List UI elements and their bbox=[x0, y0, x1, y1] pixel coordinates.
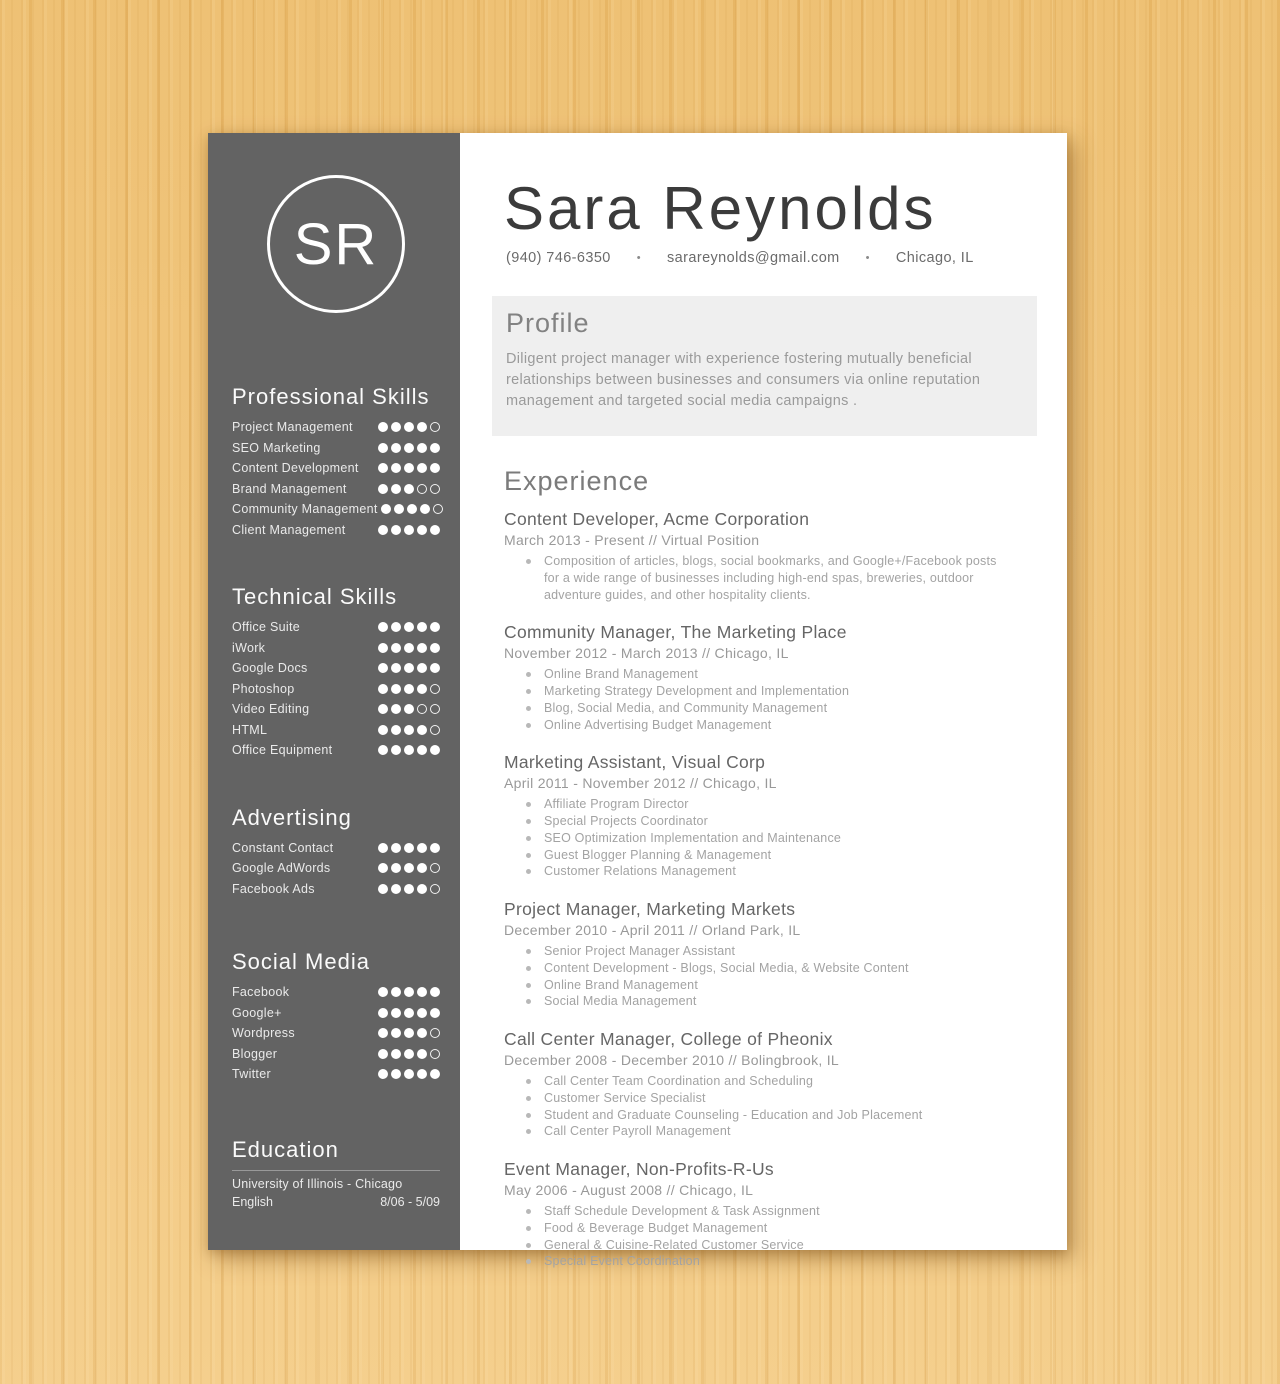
skill-label: Twitter bbox=[232, 1067, 271, 1082]
skill-label: Constant Contact bbox=[232, 840, 334, 855]
entry-bullet: Online Brand Management bbox=[526, 977, 1014, 994]
skill-rating bbox=[375, 484, 440, 494]
skill-rating bbox=[375, 1028, 440, 1038]
skill-rating bbox=[375, 622, 440, 632]
rating-dot-filled bbox=[404, 443, 414, 453]
experience-entries bbox=[504, 509, 1033, 1270]
rating-dot-filled bbox=[378, 684, 388, 694]
entry-bullet: Food & Beverage Budget Management bbox=[526, 1220, 1014, 1237]
rating-dot-filled bbox=[391, 484, 401, 494]
skill-rating bbox=[375, 725, 440, 735]
skill-row bbox=[232, 982, 440, 1003]
skill-row bbox=[232, 479, 440, 500]
rating-dot-filled bbox=[391, 704, 401, 714]
rating-dot-filled bbox=[417, 1069, 427, 1079]
sidebar-section bbox=[232, 584, 440, 761]
entry-bullet: Customer Service Specialist bbox=[526, 1090, 1014, 1107]
entry-bullet: Online Brand Management bbox=[526, 666, 1014, 683]
sidebar-skill-sections bbox=[232, 384, 440, 1085]
rating-dot-filled bbox=[417, 643, 427, 653]
rating-dot-filled bbox=[417, 422, 427, 432]
rating-dot-empty bbox=[430, 1028, 440, 1038]
rating-dot-filled bbox=[404, 663, 414, 673]
skill-label: SEO Marketing bbox=[232, 440, 321, 455]
skill-row bbox=[232, 879, 440, 900]
rating-dot-filled bbox=[417, 1049, 427, 1059]
rating-dot-filled bbox=[404, 704, 414, 714]
skill-label: Office Suite bbox=[232, 620, 300, 635]
rating-dot-empty bbox=[430, 725, 440, 735]
rating-dot-filled bbox=[391, 663, 401, 673]
rating-dot-filled bbox=[404, 725, 414, 735]
skill-row bbox=[232, 438, 440, 459]
skill-rating bbox=[375, 884, 440, 894]
rating-dot-filled bbox=[430, 987, 440, 997]
rating-dot-filled bbox=[391, 684, 401, 694]
experience-entry bbox=[504, 752, 1033, 880]
entry-bullet-list bbox=[504, 666, 1033, 733]
rating-dot-filled bbox=[391, 422, 401, 432]
rating-dot-empty bbox=[430, 422, 440, 432]
rating-dot-filled bbox=[378, 1049, 388, 1059]
skill-rating bbox=[375, 843, 440, 853]
rating-dot-filled bbox=[417, 884, 427, 894]
rating-dot-filled bbox=[417, 745, 427, 755]
skill-label: Brand Management bbox=[232, 481, 347, 496]
rating-dot-empty bbox=[430, 884, 440, 894]
entry-date: December 2010 - April 2011 // Orland Park, IL bbox=[504, 922, 801, 939]
rating-dot-filled bbox=[391, 1049, 401, 1059]
rating-dot-filled bbox=[430, 1069, 440, 1079]
rating-dot-filled bbox=[378, 863, 388, 873]
rating-dot-filled bbox=[407, 504, 417, 514]
skill-row bbox=[232, 1003, 440, 1024]
entry-bullet: Online Advertising Budget Management bbox=[526, 717, 1014, 734]
rating-dot-filled bbox=[404, 484, 414, 494]
rating-dot-filled bbox=[404, 525, 414, 535]
resume-document bbox=[208, 133, 1067, 1269]
rating-dot-filled bbox=[404, 684, 414, 694]
skill-row bbox=[232, 1064, 440, 1085]
rating-dot-filled bbox=[404, 745, 414, 755]
rating-dot-filled bbox=[391, 1028, 401, 1038]
entry-bullet: Special Projects Coordinator bbox=[526, 813, 1014, 830]
entry-date: April 2011 - November 2012 // Chicago, IL bbox=[504, 775, 777, 792]
skill-row bbox=[232, 458, 440, 479]
rating-dot-filled bbox=[381, 504, 391, 514]
entry-bullet: Social Media Management bbox=[526, 993, 1014, 1010]
rating-dot-filled bbox=[378, 843, 388, 853]
entry-bullet: Staff Schedule Development & Task Assignment bbox=[526, 1203, 1014, 1220]
rating-dot-filled bbox=[420, 504, 430, 514]
rating-dot-filled bbox=[394, 504, 404, 514]
rating-dot-filled bbox=[404, 843, 414, 853]
entry-bullet: Guest Blogger Planning & Management bbox=[526, 847, 1014, 864]
rating-dot-filled bbox=[417, 525, 427, 535]
skill-label: Google+ bbox=[232, 1005, 282, 1020]
skill-label: Wordpress bbox=[232, 1026, 295, 1041]
entry-bullet: Affiliate Program Director bbox=[526, 796, 1014, 813]
sidebar-section-heading: Professional Skills bbox=[232, 384, 430, 409]
entry-bullet: Composition of articles, blogs, social bookmarks, and Google+/Facebook posts for a wide range of businesses including high-end spas, breweries, outdoor adventure guides, and other hospitality clients. bbox=[526, 553, 1014, 603]
rating-dot-filled bbox=[378, 463, 388, 473]
rating-dot-filled bbox=[404, 1008, 414, 1018]
skill-rating bbox=[375, 525, 440, 535]
rating-dot-filled bbox=[378, 422, 388, 432]
skill-label: Project Management bbox=[232, 420, 353, 435]
monogram-initials: SR bbox=[293, 211, 379, 277]
entry-date: March 2013 - Present // Virtual Position bbox=[504, 532, 760, 549]
rating-dot-filled bbox=[430, 643, 440, 653]
rating-dot-filled bbox=[391, 843, 401, 853]
education-school: University of Illinois - Chicago bbox=[232, 1176, 403, 1191]
rating-dot-filled bbox=[404, 622, 414, 632]
rating-dot-filled bbox=[378, 1008, 388, 1018]
skill-label: Google AdWords bbox=[232, 861, 331, 876]
skill-row bbox=[232, 740, 440, 761]
sidebar-section-heading: Social Media bbox=[232, 949, 370, 974]
phone-number: (940) 746-6350 bbox=[506, 250, 611, 266]
entry-bullet: Special Event Coordination bbox=[526, 1253, 1014, 1270]
rating-dot-empty bbox=[430, 1049, 440, 1059]
rating-dot-filled bbox=[417, 463, 427, 473]
rating-dot-filled bbox=[430, 843, 440, 853]
skill-rating bbox=[375, 463, 440, 473]
skill-row bbox=[232, 699, 440, 720]
skill-row bbox=[232, 679, 440, 700]
entry-title: Marketing Assistant, Visual Corp bbox=[504, 752, 766, 773]
rating-dot-filled bbox=[430, 525, 440, 535]
rating-dot-filled bbox=[391, 443, 401, 453]
skill-rating bbox=[375, 745, 440, 755]
rating-dot-filled bbox=[417, 663, 427, 673]
profile-summary: Diligent project manager with experience fostering mutually beneficial relationships between businesses and consumers via online reputation management and targeted social media campaigns . bbox=[506, 351, 981, 410]
skill-rating bbox=[375, 684, 440, 694]
rating-dot-filled bbox=[391, 643, 401, 653]
rating-dot-empty bbox=[417, 704, 427, 714]
entry-bullet: Customer Relations Management bbox=[526, 863, 1014, 880]
entry-title: Event Manager, Non-Profits-R-Us bbox=[504, 1159, 774, 1180]
location-text: Chicago, IL bbox=[895, 250, 974, 266]
experience-heading: Experience bbox=[504, 466, 650, 497]
rating-dot-filled bbox=[378, 884, 388, 894]
rating-dot-filled bbox=[404, 422, 414, 432]
rating-dot-filled bbox=[404, 987, 414, 997]
entry-title: Project Manager, Marketing Markets bbox=[504, 899, 796, 920]
rating-dot-filled bbox=[404, 1028, 414, 1038]
skill-label: Photoshop bbox=[232, 681, 295, 696]
rating-dot-filled bbox=[391, 1008, 401, 1018]
rating-dot-filled bbox=[404, 463, 414, 473]
sidebar-section-heading: Technical Skills bbox=[232, 584, 398, 609]
skill-row bbox=[232, 520, 440, 541]
rating-dot-filled bbox=[404, 643, 414, 653]
education-divider bbox=[232, 1170, 440, 1171]
rating-dot-empty bbox=[430, 684, 440, 694]
rating-dot-filled bbox=[430, 463, 440, 473]
entry-bullet-list bbox=[504, 553, 1033, 603]
education-section bbox=[232, 1137, 440, 1209]
rating-dot-filled bbox=[417, 443, 427, 453]
skill-row bbox=[232, 858, 440, 879]
profile-section bbox=[492, 296, 1037, 436]
rating-dot-filled bbox=[391, 987, 401, 997]
entry-bullet: Blog, Social Media, and Community Management bbox=[526, 700, 1014, 717]
skill-row bbox=[232, 1023, 440, 1044]
entry-bullet: Student and Graduate Counseling - Education and Job Placement bbox=[526, 1107, 1014, 1124]
entry-bullet-list bbox=[504, 796, 1033, 880]
rating-dot-empty bbox=[417, 484, 427, 494]
rating-dot-filled bbox=[417, 1028, 427, 1038]
rating-dot-filled bbox=[430, 443, 440, 453]
rating-dot-filled bbox=[391, 884, 401, 894]
entry-title: Content Developer, Acme Corporation bbox=[504, 509, 810, 530]
rating-dot-filled bbox=[378, 987, 388, 997]
entry-bullet: Senior Project Manager Assistant bbox=[526, 943, 1014, 960]
rating-dot-filled bbox=[378, 622, 388, 632]
main-page bbox=[460, 133, 1067, 1269]
rating-dot-filled bbox=[391, 863, 401, 873]
entry-date: May 2006 - August 2008 // Chicago, IL bbox=[504, 1182, 754, 1199]
rating-dot-filled bbox=[404, 1049, 414, 1059]
rating-dot-filled bbox=[417, 843, 427, 853]
entry-bullet: General & Cuisine-Related Customer Service bbox=[526, 1237, 1014, 1254]
sidebar bbox=[208, 133, 460, 1250]
skill-row bbox=[232, 638, 440, 659]
entry-title: Call Center Manager, College of Pheonix bbox=[504, 1029, 833, 1050]
rating-dot-filled bbox=[417, 622, 427, 632]
rating-dot-empty bbox=[433, 504, 443, 514]
skill-rating bbox=[375, 422, 440, 432]
skill-label: iWork bbox=[232, 640, 266, 655]
skill-rating bbox=[375, 863, 440, 873]
rating-dot-filled bbox=[404, 863, 414, 873]
skill-label: HTML bbox=[232, 722, 268, 737]
skill-label: Community Management bbox=[232, 502, 378, 517]
rating-dot-filled bbox=[430, 1008, 440, 1018]
rating-dot-filled bbox=[417, 1008, 427, 1018]
entry-title: Community Manager, The Marketing Place bbox=[504, 622, 847, 643]
rating-dot-filled bbox=[417, 863, 427, 873]
rating-dot-empty bbox=[430, 863, 440, 873]
entry-bullet: Call Center Payroll Management bbox=[526, 1123, 1014, 1140]
rating-dot-filled bbox=[378, 745, 388, 755]
entry-bullet-list bbox=[504, 1073, 1033, 1140]
rating-dot-filled bbox=[378, 443, 388, 453]
skill-row bbox=[232, 658, 440, 679]
rating-dot-empty bbox=[430, 484, 440, 494]
monogram-badge bbox=[267, 175, 405, 313]
profile-heading: Profile bbox=[506, 308, 590, 338]
education-dates: 8/06 - 5/09 bbox=[380, 1194, 440, 1209]
skill-rating bbox=[375, 443, 440, 453]
rating-dot-filled bbox=[391, 725, 401, 735]
sidebar-section bbox=[232, 805, 440, 900]
skill-label: Office Equipment bbox=[232, 743, 333, 758]
rating-dot-filled bbox=[378, 663, 388, 673]
skill-label: Google Docs bbox=[232, 661, 308, 676]
skill-rating bbox=[375, 1049, 440, 1059]
page-title-name: Sara Reynolds bbox=[504, 175, 937, 242]
rating-dot-empty bbox=[430, 704, 440, 714]
rating-dot-filled bbox=[391, 463, 401, 473]
rating-dot-filled bbox=[391, 622, 401, 632]
skill-rating bbox=[375, 663, 440, 673]
education-heading: Education bbox=[232, 1136, 339, 1162]
sidebar-section bbox=[232, 949, 440, 1085]
rating-dot-filled bbox=[430, 622, 440, 632]
email-address: sarareynolds@gmail.com bbox=[667, 250, 840, 266]
rating-dot-filled bbox=[378, 643, 388, 653]
rating-dot-filled bbox=[404, 884, 414, 894]
rating-dot-filled bbox=[378, 725, 388, 735]
sidebar-section bbox=[232, 384, 440, 540]
experience-entry bbox=[504, 509, 1033, 603]
skill-label: Client Management bbox=[232, 522, 346, 537]
skill-rating bbox=[375, 1008, 440, 1018]
entry-bullet: SEO Optimization Implementation and Maintenance bbox=[526, 830, 1014, 847]
skill-row bbox=[232, 720, 440, 741]
skill-rating bbox=[378, 504, 443, 514]
bullet-separator-icon: • bbox=[865, 252, 870, 264]
rating-dot-filled bbox=[378, 484, 388, 494]
rating-dot-filled bbox=[391, 745, 401, 755]
entry-bullet: Call Center Team Coordination and Scheduling bbox=[526, 1073, 1014, 1090]
rating-dot-filled bbox=[417, 725, 427, 735]
rating-dot-filled bbox=[378, 525, 388, 535]
experience-entry bbox=[504, 1029, 1033, 1140]
rating-dot-filled bbox=[391, 1069, 401, 1079]
rating-dot-filled bbox=[417, 987, 427, 997]
education-degree: English bbox=[232, 1194, 273, 1209]
skill-label: Blogger bbox=[232, 1046, 278, 1061]
rating-dot-filled bbox=[378, 1028, 388, 1038]
experience-entry bbox=[504, 899, 1033, 1010]
skill-label: Content Development bbox=[232, 461, 359, 476]
skill-label: Facebook bbox=[232, 985, 290, 1000]
skill-row bbox=[232, 1044, 440, 1065]
rating-dot-filled bbox=[378, 704, 388, 714]
rating-dot-filled bbox=[430, 745, 440, 755]
skill-label: Facebook Ads bbox=[232, 881, 315, 896]
skill-row bbox=[232, 417, 440, 438]
entry-bullet: Marketing Strategy Development and Implementation bbox=[526, 683, 1014, 700]
bullet-separator-icon: • bbox=[636, 252, 642, 264]
rating-dot-filled bbox=[404, 1069, 414, 1079]
experience-entry bbox=[504, 1159, 1033, 1270]
skill-row bbox=[232, 499, 440, 520]
skill-rating bbox=[375, 1069, 440, 1079]
entry-bullet-list bbox=[504, 1203, 1033, 1270]
skill-rating bbox=[375, 987, 440, 997]
education-detail-row bbox=[232, 1195, 440, 1209]
rating-dot-filled bbox=[378, 1069, 388, 1079]
rating-dot-filled bbox=[430, 663, 440, 673]
skill-row bbox=[232, 617, 440, 638]
skill-label: Video Editing bbox=[232, 702, 310, 717]
skill-rating bbox=[375, 643, 440, 653]
skill-row bbox=[232, 838, 440, 859]
entry-date: December 2008 - December 2010 // Bolingbrook, IL bbox=[504, 1052, 840, 1069]
contact-row bbox=[506, 250, 1033, 266]
rating-dot-filled bbox=[417, 684, 427, 694]
entry-bullet: Content Development - Blogs, Social Media, & Website Content bbox=[526, 960, 1014, 977]
skill-rating bbox=[375, 704, 440, 714]
entry-bullet-list bbox=[504, 943, 1033, 1010]
rating-dot-filled bbox=[391, 525, 401, 535]
sidebar-section-heading: Advertising bbox=[232, 804, 352, 830]
experience-entry bbox=[504, 622, 1033, 733]
entry-date: November 2012 - March 2013 // Chicago, IL bbox=[504, 645, 789, 662]
